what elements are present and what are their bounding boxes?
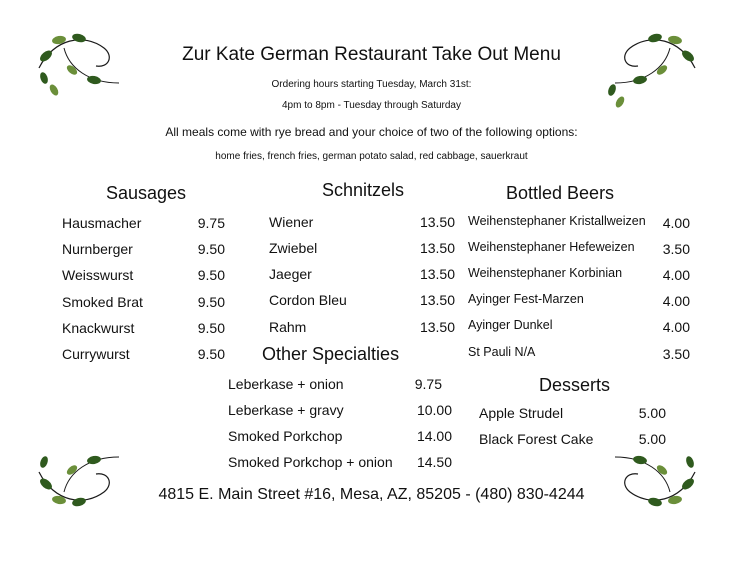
menu-item-name: Weisswurst bbox=[62, 267, 134, 283]
menu-item-price: 10.00 bbox=[416, 402, 452, 418]
menu-item-price: 9.50 bbox=[197, 320, 225, 336]
menu-item-name: Smoked Porkchop + onion bbox=[228, 454, 393, 470]
menu-item-price: 9.50 bbox=[197, 346, 225, 362]
menu-item-name: Smoked Brat bbox=[62, 294, 143, 310]
vine-corner-top-left-icon bbox=[34, 28, 134, 108]
menu-item-name: Wiener bbox=[269, 214, 314, 230]
menu-item-price: 4.00 bbox=[662, 215, 690, 231]
menu-item-price: 9.75 bbox=[414, 376, 442, 392]
menu-item-name: Weihenstephaner Hefeweizen bbox=[468, 240, 635, 254]
menu-item-name: Apple Strudel bbox=[479, 405, 564, 421]
menu-item-price: 5.00 bbox=[638, 405, 666, 421]
menu-item-name: Smoked Porkchop bbox=[228, 428, 343, 444]
menu-item-price: 5.00 bbox=[638, 431, 666, 447]
menu-item-price: 4.00 bbox=[662, 293, 690, 309]
menu-item-name: Rahm bbox=[269, 319, 307, 335]
menu-item-name: Currywurst bbox=[62, 346, 130, 362]
menu-item-name: Nurnberger bbox=[62, 241, 133, 257]
menu-item-name: Weihenstephaner Kristallweizen bbox=[468, 214, 646, 228]
menu-item-name: Leberkase + gravy bbox=[228, 402, 344, 418]
menu-item-price: 13.50 bbox=[419, 319, 455, 335]
menu-item-name: Black Forest Cake bbox=[479, 431, 594, 447]
vine-corner-top-right-icon bbox=[600, 28, 700, 108]
menu-item-name: Leberkase + onion bbox=[228, 376, 344, 392]
menu-item-price: 9.50 bbox=[197, 241, 225, 257]
schnitzels-heading: Schnitzels bbox=[322, 180, 405, 200]
menu-item-name: Zwiebel bbox=[269, 240, 318, 256]
page-title: Zur Kate German Restaurant Take Out Menu bbox=[182, 44, 561, 65]
menu-item-name: Ayinger Fest-Marzen bbox=[468, 292, 584, 306]
menu-item-name: Knackwurst bbox=[62, 320, 135, 336]
menu-item-price: 9.50 bbox=[197, 267, 225, 283]
menu-item-price: 14.50 bbox=[416, 454, 452, 470]
menu-item-price: 3.50 bbox=[662, 241, 690, 257]
menu-item-name: Weihenstephaner Korbinian bbox=[468, 266, 623, 280]
menu-item-price: 14.00 bbox=[416, 428, 452, 444]
menu-item-name: Hausmacher bbox=[62, 215, 142, 231]
menu-item-name: St Pauli N/A bbox=[468, 345, 536, 359]
beers-heading: Bottled Beers bbox=[506, 183, 615, 203]
specialties-heading: Other Specialties bbox=[262, 344, 400, 364]
ordering-hours-line-1: Ordering hours starting Tuesday, March 31st: bbox=[271, 79, 472, 90]
menu-item-name: Jaeger bbox=[269, 266, 312, 282]
menu-item-price: 9.50 bbox=[197, 294, 225, 310]
menu-item-price: 13.50 bbox=[419, 266, 455, 282]
menu-item-price: 13.50 bbox=[419, 240, 455, 256]
sides-options: home fries, french fries, german potato salad, red cabbage, sauerkraut bbox=[215, 151, 528, 162]
menu-item-price: 3.50 bbox=[662, 346, 690, 362]
footer-address: 4815 E. Main Street #16, Mesa, AZ, 85205 - (480) 830-4244 bbox=[158, 486, 585, 503]
menu-item-price: 4.00 bbox=[662, 267, 690, 283]
menu-item-name: Ayinger Dunkel bbox=[468, 318, 553, 332]
ordering-hours-line-2: 4pm to 8pm - Tuesday through Saturday bbox=[282, 100, 461, 111]
desserts-heading: Desserts bbox=[539, 375, 611, 395]
sausages-heading: Sausages bbox=[106, 183, 187, 203]
menu-item-price: 4.00 bbox=[662, 319, 690, 335]
sides-intro: All meals come with rye bread and your choice of two of the following options: bbox=[165, 125, 578, 139]
menu-item-price: 13.50 bbox=[419, 214, 455, 230]
menu-item-name: Cordon Bleu bbox=[269, 292, 347, 308]
menu-item-price: 13.50 bbox=[419, 292, 455, 308]
menu-item-price: 9.75 bbox=[197, 215, 225, 231]
